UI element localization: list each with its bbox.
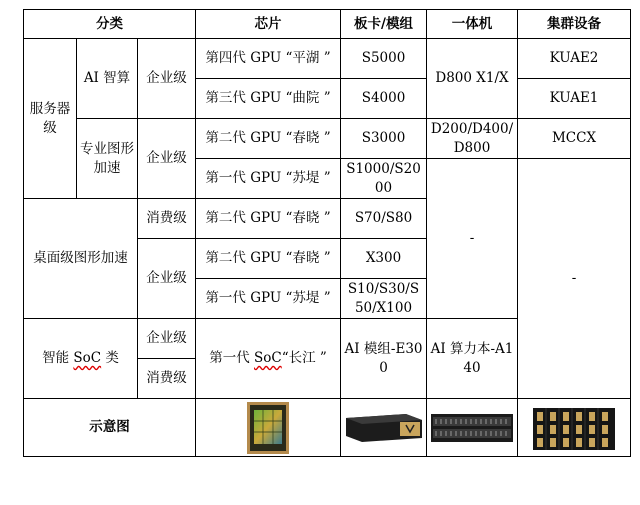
aio-cell: D800 X1/X [427,39,518,119]
aio-cell: AI 算力本-A140 [427,319,518,399]
chip-cell: 第一代 GPU “苏堤 ” [196,279,341,319]
group-ai-compute: AI 智算 [77,39,138,119]
gpu-card-image [341,399,427,457]
group-server: 服务器级 [24,39,77,199]
level-enterprise: 企业级 [138,319,196,359]
table-row [24,39,631,79]
level-enterprise: 企业级 [138,39,196,119]
illustration-label: 示意图 [24,399,196,457]
illustration-row [24,399,631,457]
header-row [24,10,631,39]
board-cell: S70/S80 [341,199,427,239]
header-category: 分类 [24,10,196,39]
header-aio: 一体机 [427,10,518,39]
chip-cell: 第二代 GPU “春晓 ” [196,119,341,159]
cluster-cabinet-image [518,399,631,457]
group-desktop: 桌面级图形加速 [24,199,138,319]
cluster-cell-empty: - [518,159,631,399]
rack-server-image [427,399,518,457]
board-cell: S3000 [341,119,427,159]
board-cell: X300 [341,239,427,279]
header-board: 板卡/模组 [341,10,427,39]
header-chip: 芯片 [196,10,341,39]
aio-cell: D200/D400/D800 [427,119,518,159]
level-enterprise: 企业级 [138,239,196,319]
level-consumer: 消费级 [138,199,196,239]
cluster-cell: MCCX [518,119,631,159]
board-cell: S10/S30/S50/X100 [341,279,427,319]
group-smart-soc: 智能 SoC 类 [24,319,138,399]
board-cell: S4000 [341,79,427,119]
aio-cell-empty: - [427,159,518,319]
product-matrix-table [23,9,631,457]
gpu-chip-image [196,399,341,457]
table-row [24,119,631,159]
level-consumer: 消费级 [138,359,196,399]
cluster-cell: KUAE2 [518,39,631,79]
chip-cell: 第二代 GPU “春晓 ” [196,239,341,279]
level-enterprise: 企业级 [138,119,196,199]
chip-cell: 第一代 SoC“长江 ” [196,319,341,399]
group-pro-graphics: 专业图形加速 [77,119,138,199]
chip-cell: 第四代 GPU “平湖 ” [196,39,341,79]
board-cell: S5000 [341,39,427,79]
board-cell: S1000/S2000 [341,159,427,199]
chip-cell: 第二代 GPU “春晓 ” [196,199,341,239]
chip-cell: 第一代 GPU “苏堤 ” [196,159,341,199]
chip-cell: 第三代 GPU “曲院 ” [196,79,341,119]
cluster-cell: KUAE1 [518,79,631,119]
header-cluster: 集群设备 [518,10,631,39]
board-cell: AI 模组-E300 [341,319,427,399]
